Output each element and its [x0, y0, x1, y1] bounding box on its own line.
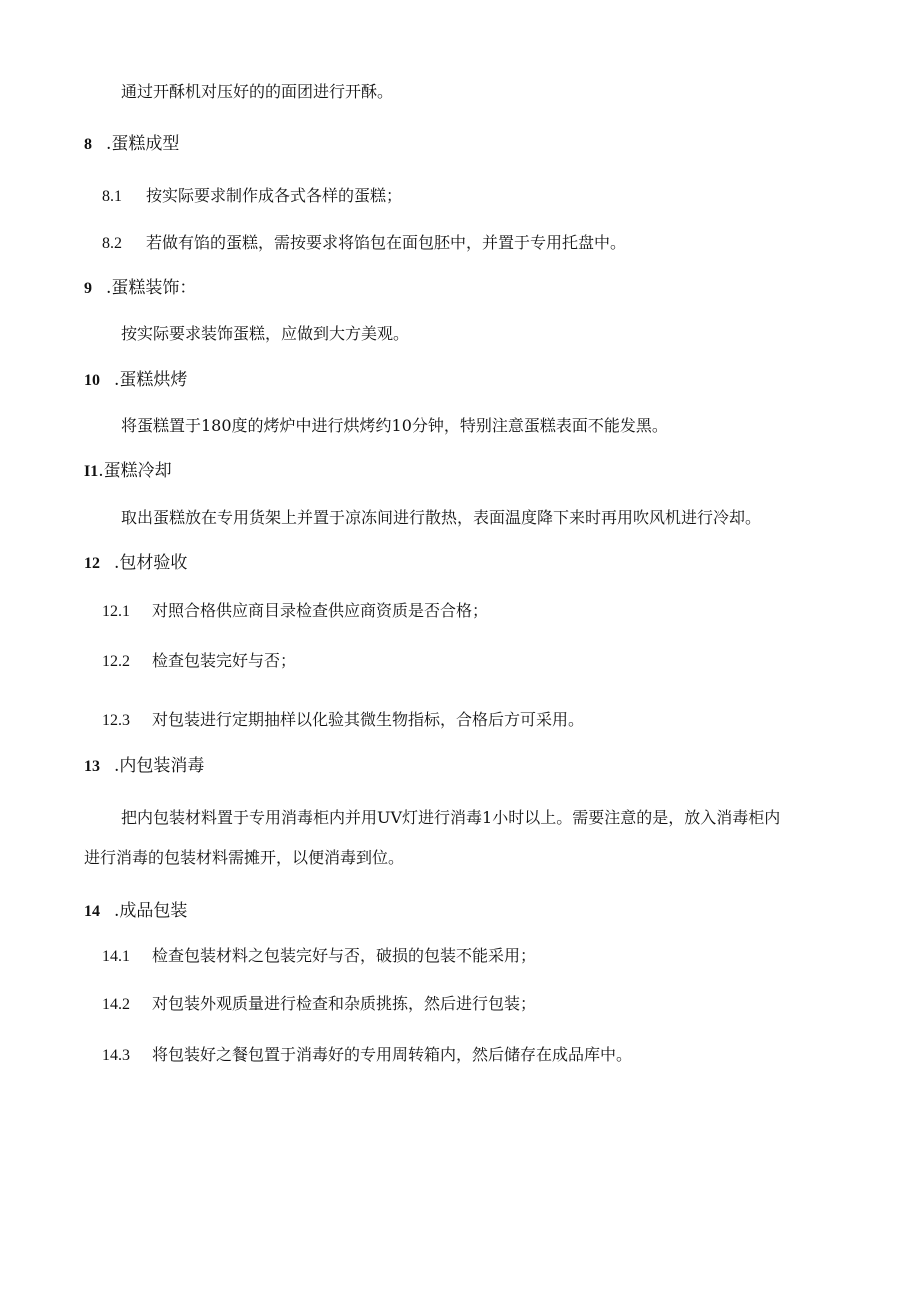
list-item-8-1 [102, 186, 402, 207]
intro-paragraph: 通过开酥机对压好的的面团进行开酥。 [121, 82, 394, 101]
item-text: 按实际要求制作成各式各样的蛋糕； [146, 186, 403, 205]
section-13-paragraph-line-2: 进行消毒的包装材料需摊开，以便消毒到位。 [84, 848, 405, 867]
list-item-14-1 [102, 946, 536, 967]
section-title: .蛋糕装饰： [106, 278, 197, 298]
item-text: 检查包装完好与否； [152, 651, 297, 670]
section-9-paragraph: 按实际要求装饰蛋糕，应做到大方美观。 [121, 324, 410, 343]
section-title: .包材验收 [114, 553, 188, 573]
section-title: .成品包装 [114, 901, 188, 921]
item-text: 对包装外观质量进行检查和杂质挑拣，然后进行包装； [152, 994, 537, 1013]
item-number: 12.1 [102, 603, 130, 620]
section-11-paragraph: 取出蛋糕放在专用货架上并置于凉冻间进行散热，表面温度降下来时再用吹风机进行冷却。 [121, 508, 762, 527]
section-heading-8 [84, 134, 179, 155]
item-text: 若做有馅的蛋糕，需按要求将馅包在面包胚中，并置于专用托盘中。 [146, 233, 627, 252]
list-item-12-2 [102, 651, 296, 672]
item-text: 检查包装材料之包装完好与否，破损的包装不能采用； [152, 946, 537, 965]
list-item-12-3 [102, 710, 584, 731]
list-item-12-1 [102, 601, 488, 622]
item-number: 8.2 [102, 235, 122, 252]
section-heading-13 [84, 756, 204, 777]
section-10-paragraph: 将蛋糕置于180度的烤炉中进行烘烤约10分钟，特别注意蛋糕表面不能发黑。 [121, 416, 668, 435]
section-number: I1 [84, 463, 99, 480]
item-text: 对照合格供应商目录检查供应商资质是否合格； [152, 601, 489, 620]
section-heading-11 [84, 461, 172, 482]
section-number: 9 [84, 280, 92, 297]
item-number: 12.3 [102, 712, 130, 729]
section-number: 12 [84, 555, 100, 572]
section-heading-9 [84, 278, 196, 299]
section-title: .蛋糕烘烤 [114, 370, 188, 390]
section-heading-14 [84, 901, 187, 922]
section-title: .蛋糕成型 [106, 134, 180, 154]
section-title: .内包装消毒 [114, 756, 205, 776]
section-number: 13 [84, 758, 100, 775]
item-number: 14.3 [102, 1047, 130, 1064]
section-number: 8 [84, 136, 92, 153]
section-title: .蛋糕冷却 [98, 461, 172, 481]
list-item-14-2 [102, 994, 536, 1015]
item-number: 8.1 [102, 188, 122, 205]
item-number: 14.2 [102, 996, 130, 1013]
section-number: 14 [84, 903, 100, 920]
item-text: 将包装好之餐包置于消毒好的专用周转箱内，然后储存在成品库中。 [152, 1045, 633, 1064]
list-item-8-2 [102, 233, 626, 254]
item-text: 对包装进行定期抽样以化验其微生物指标，合格后方可采用。 [152, 710, 585, 729]
section-heading-12 [84, 553, 187, 574]
section-number: 10 [84, 372, 100, 389]
section-heading-10 [84, 370, 187, 391]
section-13-paragraph-line-1: 把内包装材料置于专用消毒柜内并用UV灯进行消毒1小时以上。需要注意的是，放入消毒柜内 [121, 808, 781, 827]
item-number: 14.1 [102, 948, 130, 965]
item-number: 12.2 [102, 653, 130, 670]
list-item-14-3 [102, 1045, 632, 1066]
